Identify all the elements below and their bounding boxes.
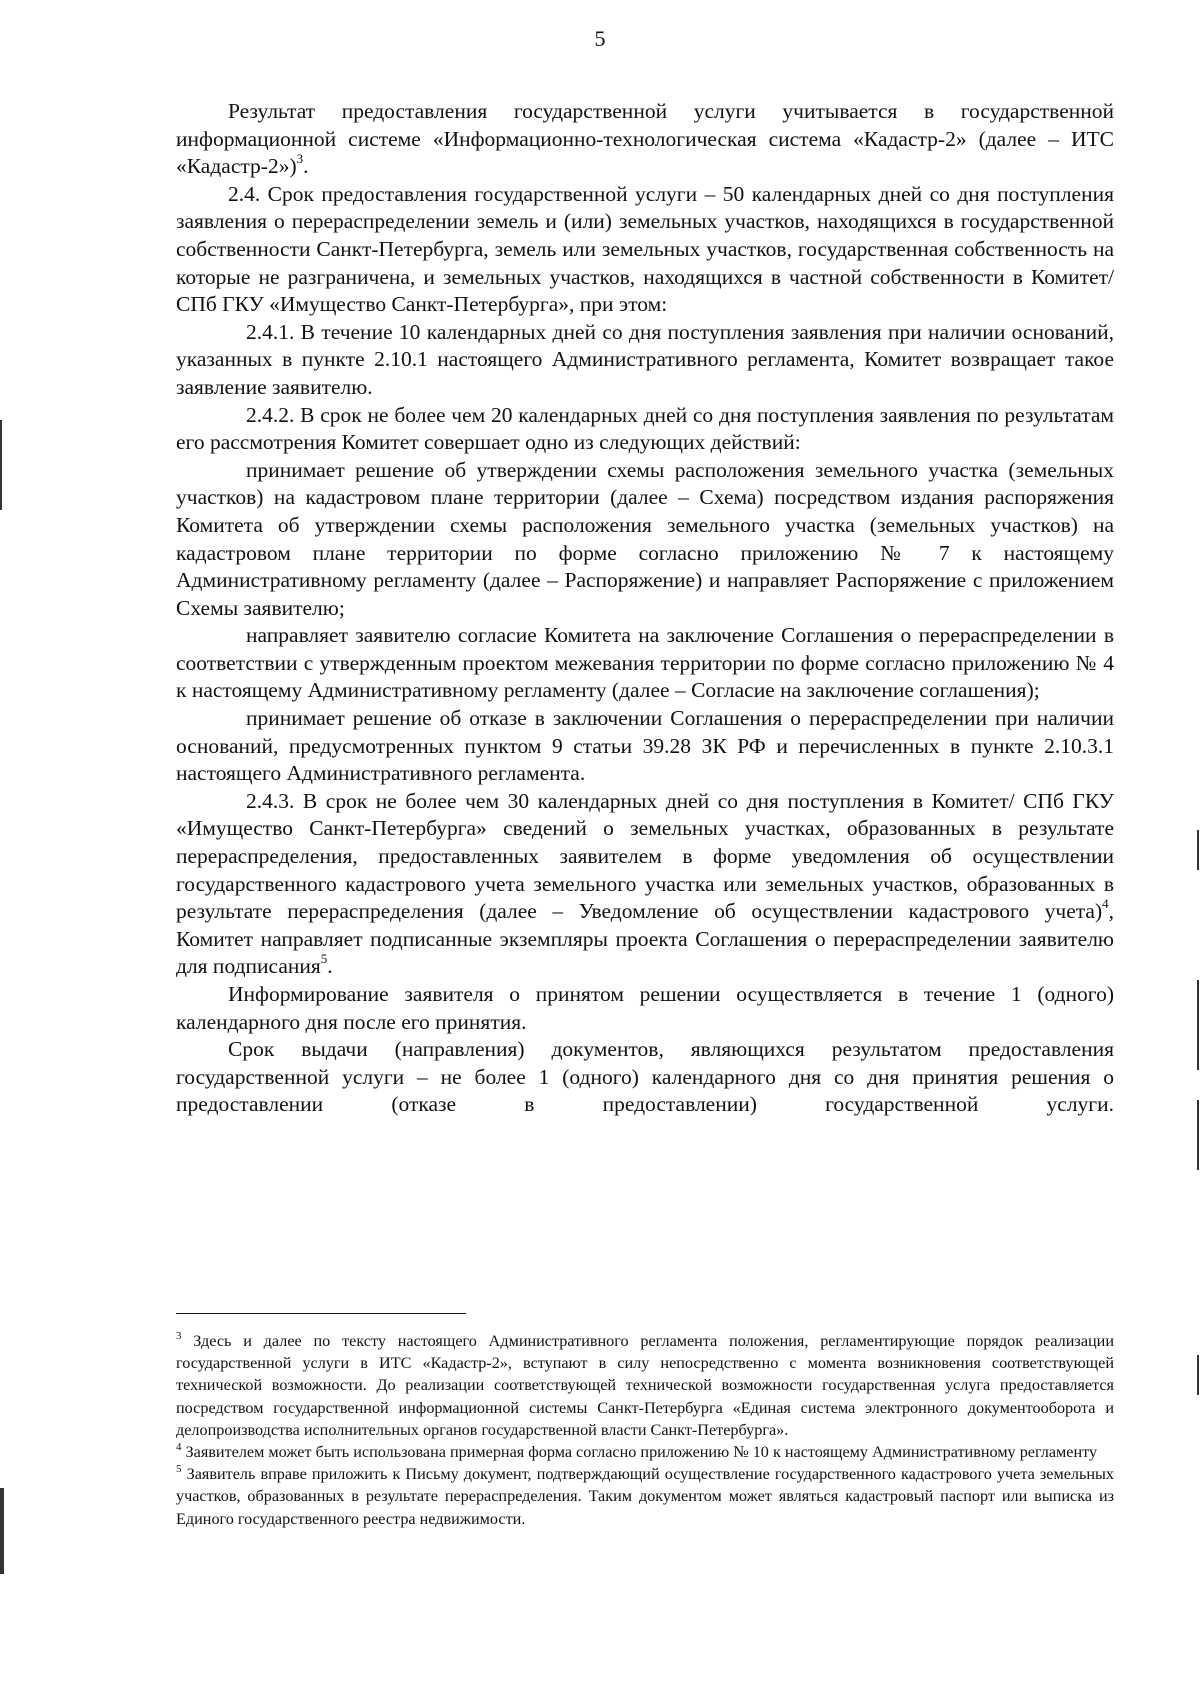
page-number: 5	[594, 26, 606, 51]
paragraph-informing: Информирование заявителя о принятом решении осуществляется в течение 1 (одного) календарного дня после его принятия.	[176, 982, 1114, 1034]
paragraph-2-4-1: 2.4.1. В течение 10 календарных дней со дня поступления заявления при наличии оснований, указанных в пункте 2.10.1 настоящего Административного регламента, Комитет возвращает такое заявление заявителю.	[176, 319, 1114, 399]
paragraph-decision-approve: принимает решение об утверждении схемы расположения земельного участка (земельных участков) на кадастровом плане территории (далее – Схема) посредством издания распоряжения Комитета об утверждении схемы расположения земельного участка (земельных участков) на кадастровом плане территории по форме согласно приложению № 7 к настоящему Административному регламенту (далее – Распоряжение) и направляет Распоряжение с приложением Схемы заявителю;	[176, 457, 1114, 620]
footnotes	[176, 1330, 1114, 1530]
scan-artifact-left-bottom	[0, 1488, 4, 1574]
paragraph-consent: направляет заявителю согласие Комитета на заключение Соглашения о перераспределении в соответствии с утвержденным проектом межевания территории по форме согласно приложению № 4 к настоящему Административному регламенту (далее – Согласие на заключение соглашения);	[176, 623, 1114, 703]
paragraph-2-4-2: 2.4.2. В срок не более чем 20 календарных дней со дня поступления заявления по результатам его рассмотрения Комитет совершает одно из следующих действий:	[176, 402, 1114, 455]
footnote-ref-3: 3	[296, 151, 304, 167]
paragraph-decision-refuse: принимает решение об отказе в заключении Соглашения о перераспределении при наличии оснований, предусмотренных пунктом 9 статьи 39.28 ЗК РФ и перечисленных в пункте 2.10.3.1 настоящего Административного регламента.	[176, 706, 1114, 786]
document-body	[176, 98, 1114, 1119]
footnote-4: $^4$ Заявителем может быть использована примерная форма согласно приложению № 10 к настоящему Административному регламенту	[176, 1440, 1098, 1462]
scan-artifact-right	[1197, 830, 1199, 870]
paragraph-issuance-term: Срок выдачи (направления) документов, являющихся результатом предоставления государственной услуги – не более 1 (одного) календарного дня со дня принятия решения о предоставлении (отказе в предоставлении) государственной услуги.	[176, 1037, 1114, 1117]
scan-artifact-right-4	[1197, 1355, 1199, 1395]
scan-artifact-left	[0, 420, 2, 510]
footnote-ref-5: 5	[320, 951, 328, 967]
paragraph-result: Результат предоставления государственной услуги учитывается в государственной информационной системе «Информационно-технологическая система «Кадастр-2» (далее – ИТС «Кадастр-2»)$^3$.	[176, 99, 1114, 179]
paragraph-2-4-3: 2.4.3. В срок не более чем 30 календарных дней со дня поступления в Комитет/ СПб ГКУ «Имущество Санкт-Петербурга» сведений о земельных участках, образованных в результате перераспределения, предоставленных заявителем в форме уведомления об осуществлении государственного кадастрового учета земельного участка или земельных участков, образованных в результате перераспределения (далее – Уведомление об осуществлении кадастрового учета)$^4$, Комитет направляет подписанные экземпляры проекта Соглашения о перераспределении заявителю для подписания$^5$.	[176, 788, 1114, 979]
footnote-ref-4: 4	[1102, 896, 1109, 912]
footnote-separator	[176, 1313, 466, 1314]
scan-artifact-right-3	[1197, 1100, 1199, 1170]
paragraph-2-4: 2.4. Срок предоставления государственной услуги – 50 календарных дней со дня поступления заявления о перераспределении земель и (или) земельных участков, находящихся в государственной собственности Санкт-Петербурга, земель или земельных участков, государственная собственность на которые не разграничена, и земельных участков, находящихся в частной собственности в Комитет/СПб ГКУ «Имущество Санкт-Петербурга», при этом:	[176, 181, 1114, 317]
scan-artifact-right-2	[1197, 980, 1199, 1070]
footnote-5: $^5$ Заявитель вправе приложить к Письму документ, подтверждающий осуществление государственного кадастрового учета земельных участков, образованных в результате перераспределения. Таким документом может являться кадастровый паспорт или выписка из Единого государственного реестра недвижимости.	[176, 1462, 1114, 1528]
footnote-3: $^3$ Здесь и далее по тексту настоящего Административного регламента положения, регламентирующие порядок реализации государственной услуги в ИТС «Кадастр-2», вступают в силу непосредственно с момента возникновения соответствующей технической возможности. До реализации соответствующей технической возможности государственная услуга предоставляется посредством государственной информационной системы Санкт-Петербурга «Единая система электронного документооборота и делопроизводства исполнительных органов государственной власти Санкт-Петербурга».	[176, 1329, 1114, 1439]
